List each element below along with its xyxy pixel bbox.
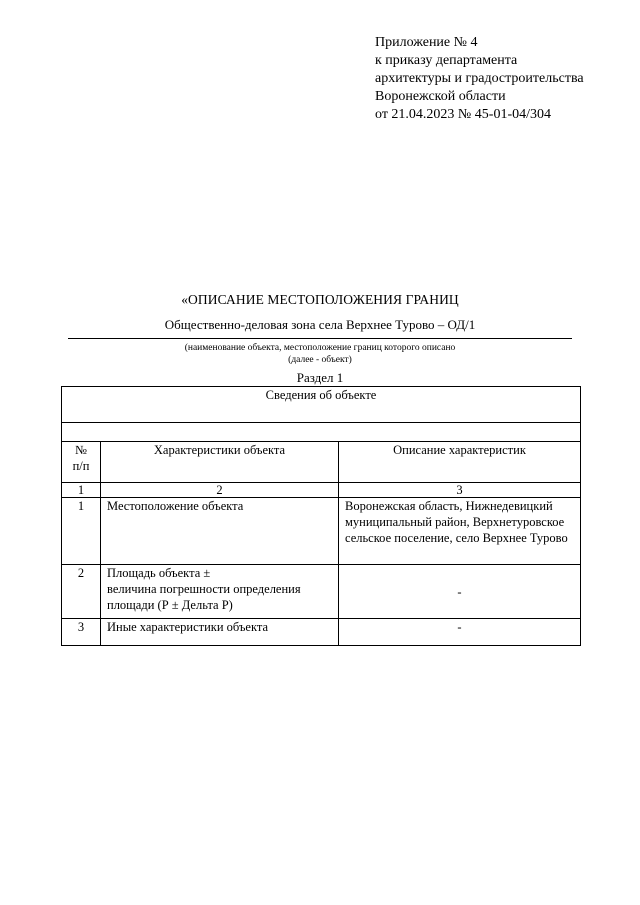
header-num: № п/п [62,442,101,483]
table-title: Сведения об объекте [62,387,581,423]
table-row [62,619,581,646]
caption-line: (наименование объекта, местоположение границ которого описано [184,343,456,353]
appendix-line: Воронежской области [375,89,506,104]
appendix-block [375,34,584,124]
row-characteristic: Местоположение объекта [101,498,339,565]
row-number: 2 [62,565,101,619]
table-header-row [62,442,581,483]
caption-line: (далее - объект) [288,355,352,365]
appendix-line: к приказу департамента [375,53,518,68]
section-label: Раздел 1 [296,370,344,385]
object-name: Общественно-деловая зона села Верхнее Турово – ОД/1 [164,317,476,332]
appendix-line: архитектуры и градостроительства [375,71,584,86]
document-title: «ОПИСАНИЕ МЕСТОПОЛОЖЕНИЯ ГРАНИЦ [181,292,459,307]
row-number: 1 [62,498,101,565]
row-description: - [339,565,581,619]
blank-cell [62,423,581,442]
row-characteristic: Иные характеристики объекта [101,619,339,646]
table-title-row [62,387,581,423]
row-description: - [339,619,581,646]
appendix-line: от 21.04.2023 № 45-01-04/304 [375,107,552,122]
header-characteristic: Характеристики объекта [101,442,339,483]
column-number: 1 [62,483,101,498]
table-row [62,498,581,565]
column-number: 2 [101,483,339,498]
row-characteristic: Площадь объекта ± величина погрешности определения площади (Р ± Дельта Р) [101,565,339,619]
table-blank-row [62,423,581,442]
header-description: Описание характеристик [339,442,581,483]
row-description: Воронежская область, Нижнедевицкий муниципальный район, Верхнетуровское сельское поселение, село Верхнее Турово [339,498,581,565]
object-info-table [61,386,581,646]
row-number: 3 [62,619,101,646]
object-caption [0,342,640,366]
table-row [62,565,581,619]
column-numbers-row [62,483,581,498]
appendix-line: Приложение № 4 [375,35,478,50]
underline-divider [68,338,572,339]
column-number: 3 [339,483,581,498]
